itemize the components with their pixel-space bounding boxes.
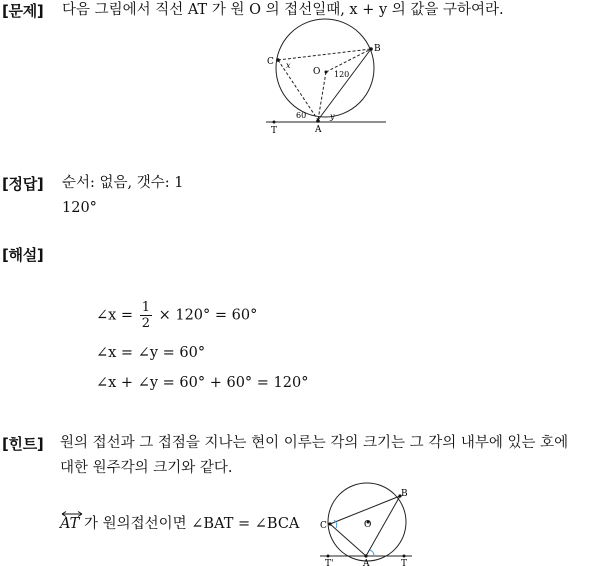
problem-text: 다음 그림에서 직선 AT 가 원 O 의 접선일때, x + y 의 값을 구하여라.: [62, 2, 504, 18]
hint-line1: 원의 접선과 그 접점을 지나는 현이 이루는 각의 크기는 그 각의 내부에 있는 호에: [60, 435, 569, 451]
explanation-eq2: ∠x = ∠y = 60°: [96, 345, 206, 361]
fig2-label-T: T: [401, 559, 408, 566]
eq1-numerator: 1: [141, 300, 150, 315]
line-AT-symbol: AT: [60, 516, 79, 532]
fig2-label-Tprime: T': [325, 559, 334, 566]
answer-tag: [정답]: [2, 175, 44, 193]
fig1-label-120: 120: [334, 70, 350, 79]
fig2-label-C: C: [320, 521, 327, 531]
fig1-label-60: 60: [296, 111, 307, 120]
fig1-label-A: A: [315, 125, 322, 135]
fig1-label-O: O: [313, 67, 321, 77]
fig1-label-y: y: [330, 112, 335, 121]
answer-line2: 120°: [62, 200, 97, 216]
fig2-label-O: O: [364, 520, 372, 530]
hint-figure: [318, 480, 418, 566]
eq1-fraction: [140, 300, 152, 331]
fig1-label-C: C: [267, 57, 274, 67]
fig1-label-T: T: [271, 126, 278, 136]
fig1-label-x: x: [286, 61, 291, 70]
problem-tag: [문제]: [2, 2, 44, 20]
eq1-right: × 120° = 60°: [158, 307, 258, 324]
problem-figure: [258, 16, 398, 136]
answer-line1: 순서: 없음, 갯수: 1: [62, 175, 184, 191]
explanation-tag: [해설]: [2, 246, 44, 264]
hint-line3: [60, 512, 299, 533]
eq1-left: ∠x =: [96, 307, 134, 324]
hint-tag: [힌트]: [2, 435, 44, 453]
explanation-eq3: ∠x + ∠y = 60° + 60° = 120°: [96, 375, 309, 391]
double-arrow-icon: [60, 510, 84, 518]
explanation-eq1: [96, 300, 257, 331]
fig1-label-B: B: [374, 44, 381, 54]
hint-line2: 대한 원주각의 크기와 같다.: [60, 460, 233, 476]
fig2-label-A: A: [363, 559, 370, 566]
fig2-label-B: B: [401, 489, 408, 499]
hint-line3-text: 가 원의접선이면 ∠BAT = ∠BCA: [83, 516, 300, 532]
eq1-denominator: 2: [141, 316, 150, 331]
